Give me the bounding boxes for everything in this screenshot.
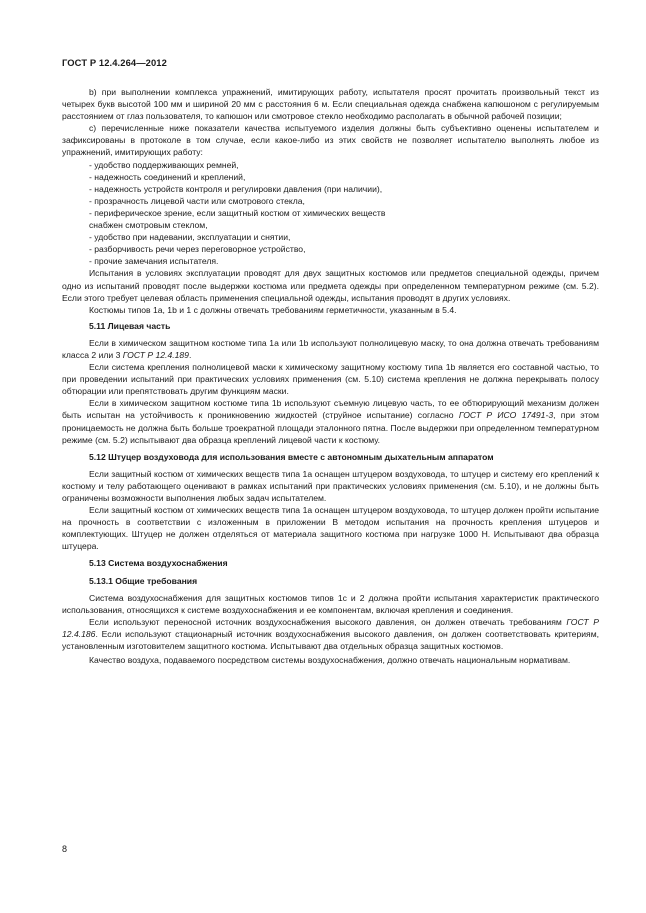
standard-reference: ГОСТ Р ИСО 17491-3 [458, 410, 554, 421]
paragraph: Если защитный костюм от химических веществ типа 1а оснащен штуцером воздуховода, то штуцер должен пройти испытание на прочность в соответствии с изложенным в приложении В методом испытания на прочность крепления штуцеров и комплектующих. Штуцер не должен отделяться от материала защитного костюма при нагрузке 1000 Н. Испытывают два образца штуцера. [62, 505, 599, 552]
list-item: - удобство при надевании, эксплуатации и снятии, [89, 232, 291, 243]
paragraph: c) перечисленные ниже показатели качества испытуемого изделия должны быть субъективно оценены испытателем и зафиксированы в протоколе в том случае, если какое-либо из этих свойств не позволяет испытателю выполнять любое из упражнений, имитирующих работу: [62, 123, 599, 158]
list-item: - разборчивость речи через переговорное устройство, [89, 244, 306, 255]
paragraph: Если система крепления полнолицевой маски к химическому защитному костюму типа 1b является его составной частью, то при проведении испытаний при практических условиях применения (см. 5.10) система крепления не должна перекрывать полосу обтюрации или препятствовать другим функциям маски. [62, 362, 599, 397]
section-heading: 5.13 Система воздухоснабжения [89, 558, 228, 569]
list-item: - прочие замечания испытателя. [89, 256, 219, 267]
paragraph [62, 616, 599, 652]
document-body [62, 86, 599, 666]
document-header: ГОСТ Р 12.4.264—2012 [62, 57, 167, 68]
paragraph: Испытания в условиях эксплуатации проводят для двух защитных костюмов или предметов специальной одежды, причем одно из испытаний проводят после выдержки костюма или предмета одежды при определенном температурном режиме (см. 5.2). Если этого требует целевая область применения специальной одежды, испытания проводят в других условиях. [62, 268, 599, 303]
list-item: снабжен смотровым стеклом, [89, 220, 208, 231]
paragraph: Качество воздуха, подаваемого посредством системы воздухоснабжения, должно отвечать национальным нормативам. [89, 655, 571, 666]
text-run: . Если используют стационарный источник воздухоснабжения высокого давления, он должен соответствовать критериям, установленным изготовителем защитного костюма. Испытывают два отдельных образца защитных костюмов. [62, 628, 599, 652]
paragraph [62, 337, 599, 361]
list-item: - надежность устройств контроля и регулировки давления (при наличии), [89, 183, 383, 194]
list-item: - прозрачность лицевой части или смотрового стекла, [89, 195, 305, 206]
paragraph [62, 397, 599, 445]
text-run: . [188, 349, 192, 360]
text-run: Если в химическом защитном костюме типа 1b используют съемную лицевую часть, то ее обтюрирующий механизм должен быть испытан на устойчивость к проникновению жидкостей (струйное испытание) согласно [62, 398, 599, 421]
text-run: Если в химическом защитном костюме типа 1а или 1b используют полнолицевую маску, то она должна отвечать требованиям класса 2 или 3 [62, 337, 599, 360]
section-heading: 5.12 Штуцер воздуховода для использования вместе с автономным дыхательным аппаратом [89, 451, 494, 462]
text-run: Если используют переносной источник воздухоснабжения высокого давления, он должен отвечать требованиям [89, 616, 567, 627]
standard-reference: ГОСТ Р 12.4.186 [62, 616, 599, 639]
paragraph: Если защитный костюм от химических веществ типа 1а оснащен штуцером воздуховода, то штуцер и систему его креплений к костюму и телу работающего оценивают в рамках испытаний при практических условиях применения (см. 5.10), и не должны быть ограничены возможности выполнения любых задач испытателем. [62, 468, 599, 503]
list-item: - надежность соединений и креплений, [89, 171, 246, 182]
paragraph: b) при выполнении комплекса упражнений, имитирующих работу, испытателя просят прочитать произвольный текст из четырех букв высотой 100 мм и шириной 20 мм с расстояния 6 м. Если специальная одежда снабжена капюшоном с регулируемым расстоянием от глаз пользователя, то капюшон или смотровое стекло необходимо располагать в обычной рабочей позиции; [62, 87, 599, 122]
section-heading: 5.11 Лицевая часть [89, 320, 171, 331]
paragraph: Система воздухоснабжения для защитных костюмов типов 1с и 2 должна пройти испытания характеристик практического использования, относящихся к системе воздухоснабжения и ее компонентам, включая крепления и соединения. [62, 592, 599, 615]
section-heading: 5.13.1 Общие требования [89, 575, 198, 586]
standard-reference: ГОСТ Р 12.4.189 [122, 349, 189, 360]
page-number: 8 [62, 844, 68, 854]
list-item: - периферическое зрение, если защитный костюм от химических веществ [89, 207, 386, 218]
text-run: , при этом проницаемость не должна быть больше троекратной площади эталонного пятна. После выдержки при определенном температурном режиме (см. 5.2) испытывают два образца креплений лицевой части к костюму. [62, 410, 599, 445]
paragraph: Костюмы типов 1а, 1b и 1 с должны отвечать требованиям герметичности, указанным в 5.4. [89, 304, 457, 315]
list-item: - удобство поддерживающих ремней, [89, 159, 239, 170]
